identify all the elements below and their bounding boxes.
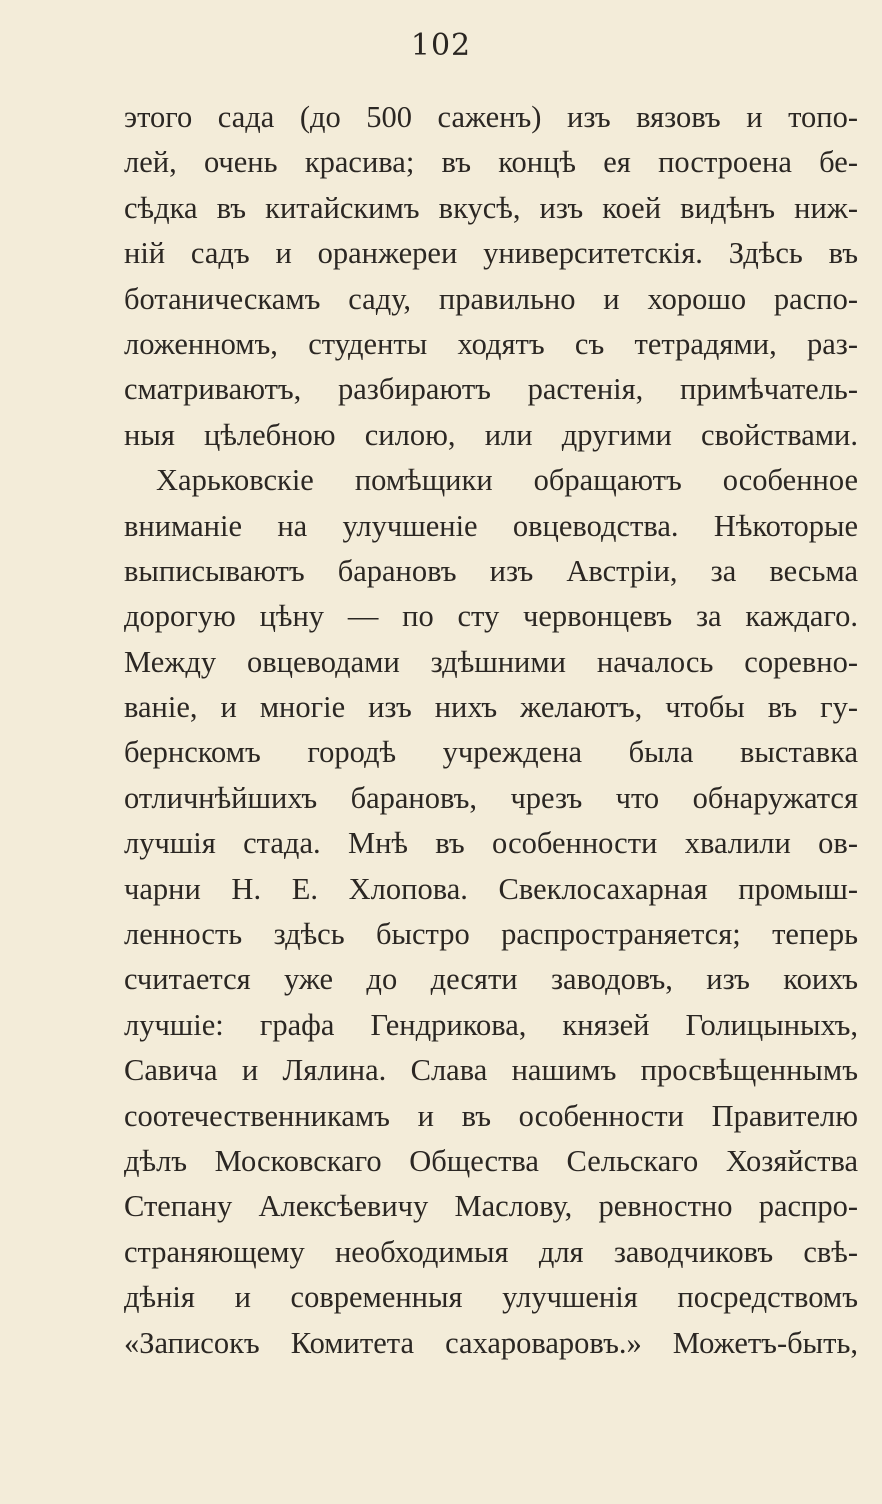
text-line: сматриваютъ, разбираютъ растенія, примѣчатель-: [124, 372, 858, 407]
text-line: ложенномъ, студенты ходятъ съ тетрадями, раз-: [124, 326, 858, 361]
text-line: выписываютъ барановъ изъ Австріи, за весьма: [124, 553, 858, 588]
body-text: [124, 95, 858, 1366]
text-line: страняющему необходимыя для заводчиковъ свѣ-: [124, 1234, 858, 1269]
text-line: бернскомъ городѣ учреждена была выставка: [124, 735, 858, 770]
text-line: Харьковскіе помѣщики обращаютъ особенное: [156, 463, 858, 498]
text-line: ботаническамъ саду, правильно и хорошо распо-: [124, 281, 858, 316]
text-line: Между овцеводами здѣшними началось соревно-: [124, 644, 858, 679]
text-line: ныя цѣлебною силою, или другими свойствами.: [124, 417, 858, 452]
text-line: ній садъ и оранжереи университетскія. Здѣсь въ: [124, 236, 858, 271]
text-line: лей, очень красива; въ концѣ ея построена бе-: [124, 145, 858, 180]
text-line: «Записокъ Комитета сахароваровъ.» Можетъ-быть,: [124, 1325, 858, 1360]
text-line: Савича и Лялина. Слава нашимъ просвѣщеннымъ: [124, 1053, 858, 1088]
text-line: лучшіе: графа Гендрикова, князей Голицыныхъ,: [124, 1007, 858, 1042]
text-line: Степану Алексѣевичу Маслову, ревностно распро-: [124, 1189, 858, 1224]
text-line: соотечественникамъ и въ особенности Правителю: [124, 1098, 858, 1133]
text-line: лучшія стада. Мнѣ въ особенности хвалили ов-: [124, 826, 858, 861]
text-line: ваніе, и многіе изъ нихъ желаютъ, чтобы въ гу-: [124, 690, 858, 725]
text-line: отличнѣйшихъ барановъ, чрезъ что обнаружатся: [124, 780, 858, 815]
text-line: этого сада (до 500 саженъ) изъ вязовъ и топо-: [124, 100, 858, 134]
text-line: считается уже до десяти заводовъ, изъ коихъ: [124, 962, 858, 997]
text-line: чарни Н. Е. Хлопова. Свеклосахарная промыш-: [124, 871, 858, 906]
text-line: ленность здѣсь быстро распространяется; теперь: [124, 917, 858, 952]
text-line: вниманіе на улучшеніе овцеводства. Нѣкоторые: [124, 508, 858, 543]
text-line: дѣлъ Московскаго Общества Сельскаго Хозяйства: [124, 1143, 858, 1178]
text-line: сѣдка въ китайскимъ вкусѣ, изъ коей видѣнъ ниж-: [124, 190, 858, 225]
page-number: 102: [410, 28, 472, 63]
text-line: дѣнія и современныя улучшенія посредствомъ: [124, 1280, 858, 1315]
text-line: дорогую цѣну — по сту червонцевъ за каждаго.: [124, 599, 858, 634]
